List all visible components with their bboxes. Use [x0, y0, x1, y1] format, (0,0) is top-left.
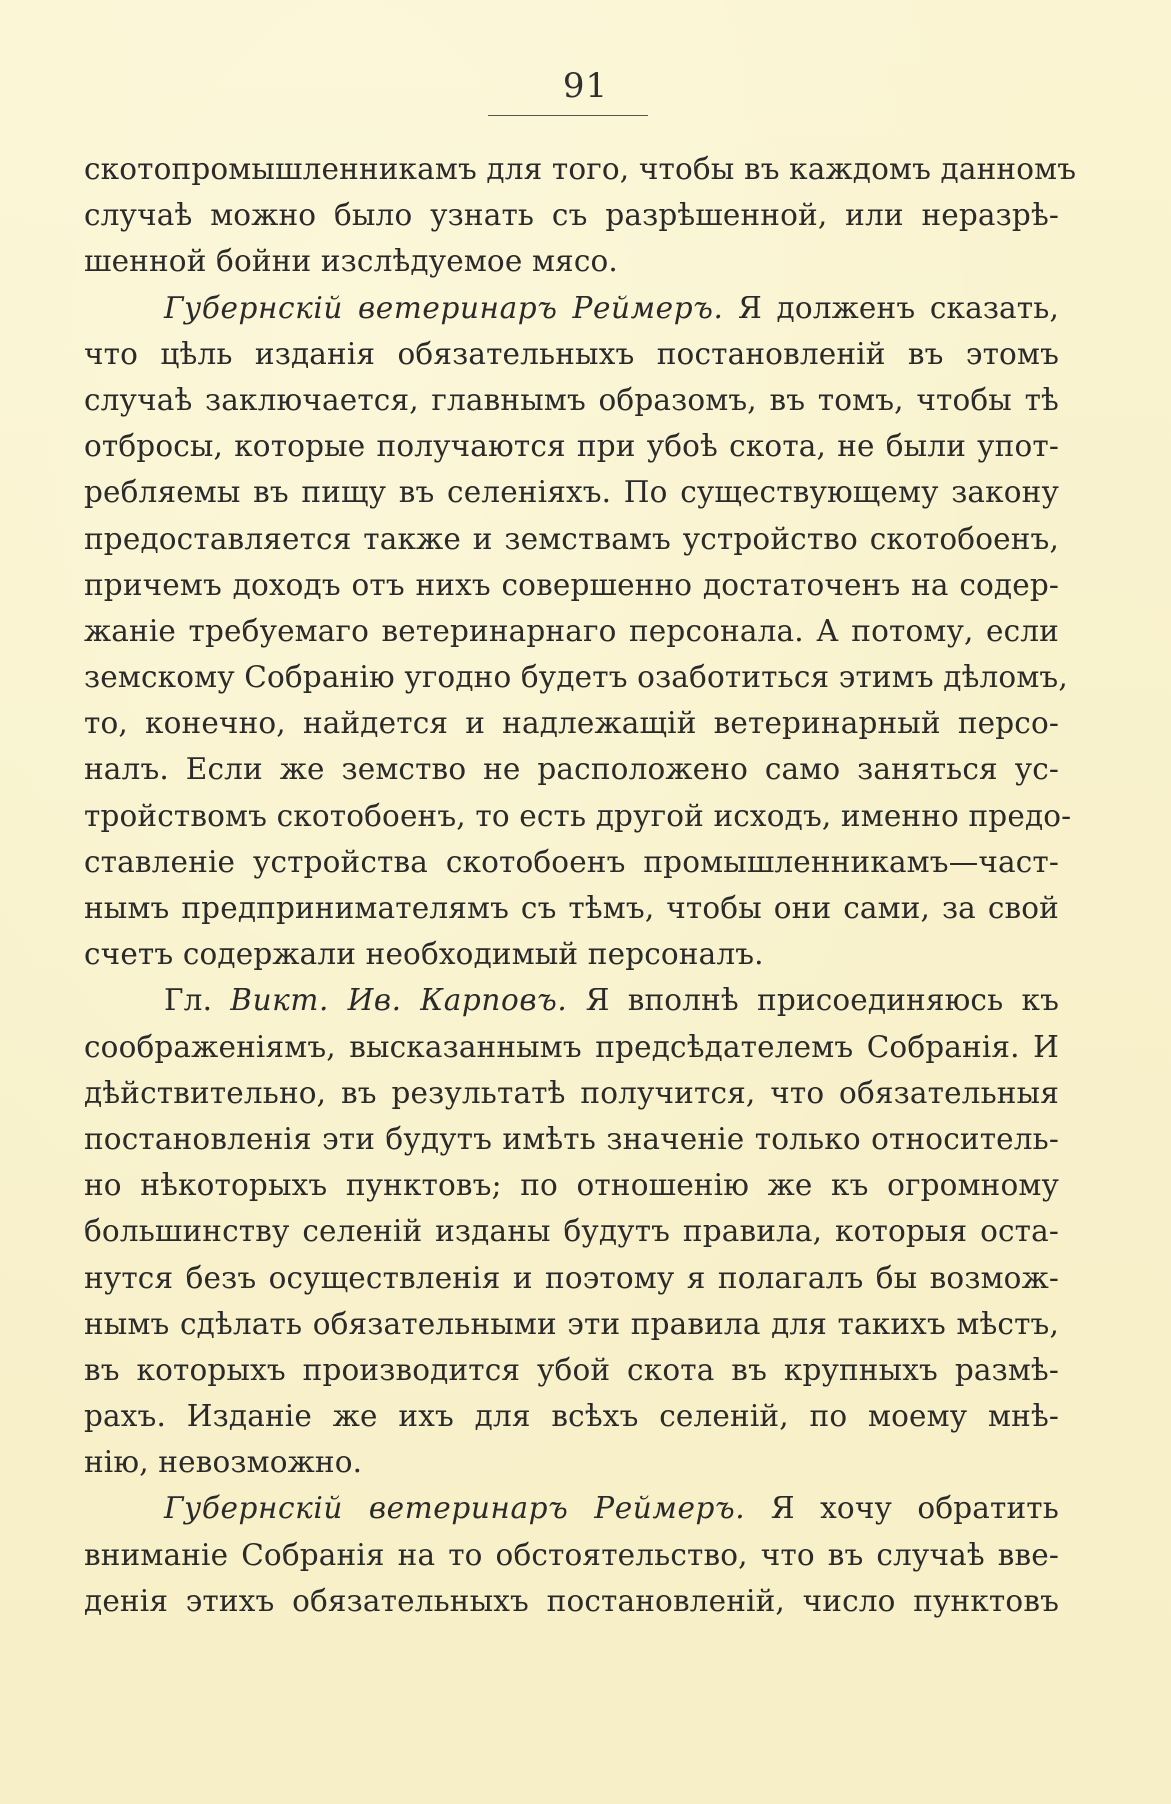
text-line: ставленіе устройства скотобоенъ промышленникамъ—част- — [84, 844, 1059, 879]
text-line: тройствомъ скотобоенъ, то есть другой исходъ, именно предо- — [84, 798, 1072, 833]
text-line: вниманіе Собранія на то обстоятельство, что въ случаѣ вве- — [84, 1537, 1059, 1572]
text-line: то, конечно, найдется и надлежащій ветеринарный персо- — [84, 706, 1059, 741]
text-line: денія этихъ обязательныхъ постановленій, число пунктовъ — [84, 1583, 1059, 1618]
text-line: отбросы, которые получаются при убоѣ скота, не были упот- — [84, 429, 1059, 464]
text-line: шенной бойни изслѣдуемое мясо. — [84, 244, 618, 279]
text-line: случаѣ можно было узнать съ разрѣшенной, или неразрѣ- — [84, 198, 1059, 233]
text-line — [84, 1485, 1059, 1531]
text-line — [84, 285, 1059, 331]
text-line: счетъ содержали необходимый персоналъ. — [84, 937, 764, 972]
text-line: дѣйствительно, въ результатѣ получится, что обязательныя — [84, 1075, 1059, 1110]
text-line: нымъ предпринимателямъ съ тѣмъ, чтобы они сами, за свой — [84, 891, 1059, 925]
speech-text: Я хочу обратить — [745, 1491, 1059, 1526]
text-line: что цѣль изданія обязательныхъ постановленій въ этомъ — [84, 336, 1059, 371]
speech-text: Я вполнѣ присоединяюсь къ — [567, 983, 1059, 1018]
speaker-name: Губернскій ветеринаръ Реймеръ. — [164, 290, 724, 325]
text-line: въ которыхъ производится убой скота въ крупныхъ размѣ- — [84, 1352, 1059, 1387]
text-line: жаніе требуемаго ветеринарнаго персонала. А потому, если — [84, 613, 1059, 648]
text-line: предоставляется также и земствамъ устройство скотобоенъ, — [84, 521, 1059, 556]
text-line: налъ. Если же земство не расположено само заняться ус- — [84, 752, 1059, 787]
text-line: причемъ доходъ отъ нихъ совершенно достаточенъ на содер- — [84, 567, 1059, 602]
header-rule — [488, 115, 648, 116]
speaker-name: Губернскій ветеринаръ Реймеръ. — [164, 1491, 746, 1526]
text-line: скотопромышленникамъ для того, чтобы въ каждомъ данномъ — [84, 152, 1077, 186]
body-text — [84, 146, 1077, 1624]
text-line: но нѣкоторыхъ пунктовъ; по отношенію же къ огромному — [84, 1168, 1059, 1203]
text-line: нымъ сдѣлать обязательными эти правила для такихъ мѣстъ, — [84, 1306, 1059, 1341]
text-line: соображеніямъ, высказаннымъ предсѣдателемъ Собранія. И — [84, 1029, 1059, 1064]
text-line: ребляемы въ пищу въ селеніяхъ. По существующему закону — [84, 475, 1059, 510]
page-number: 91 — [562, 66, 609, 106]
text-line: нутся безъ осуществленія и поэтому я полагалъ бы возмож- — [84, 1260, 1059, 1295]
text-line: случаѣ заключается, главнымъ образомъ, въ томъ, чтобы тѣ — [84, 382, 1059, 417]
text-line: рахъ. Изданіе же ихъ для всѣхъ селеній, по моему мнѣ- — [84, 1399, 1059, 1434]
speaker-name: Викт. Ив. Карповъ. — [230, 983, 568, 1018]
text-line — [84, 977, 1059, 1023]
speech-text: Я долженъ сказать, — [723, 290, 1059, 325]
text-line: постановленія эти будутъ имѣть значеніе только относитель- — [84, 1121, 1059, 1156]
text-line: нію, невозможно. — [84, 1445, 363, 1480]
text-line: земскому Собранію угодно будетъ озаботиться этимъ дѣломъ, — [84, 660, 1068, 695]
text-line: большинству селеній изданы будутъ правила, которыя оста- — [84, 1214, 1059, 1249]
speaker-prefix: Гл. — [164, 983, 231, 1018]
